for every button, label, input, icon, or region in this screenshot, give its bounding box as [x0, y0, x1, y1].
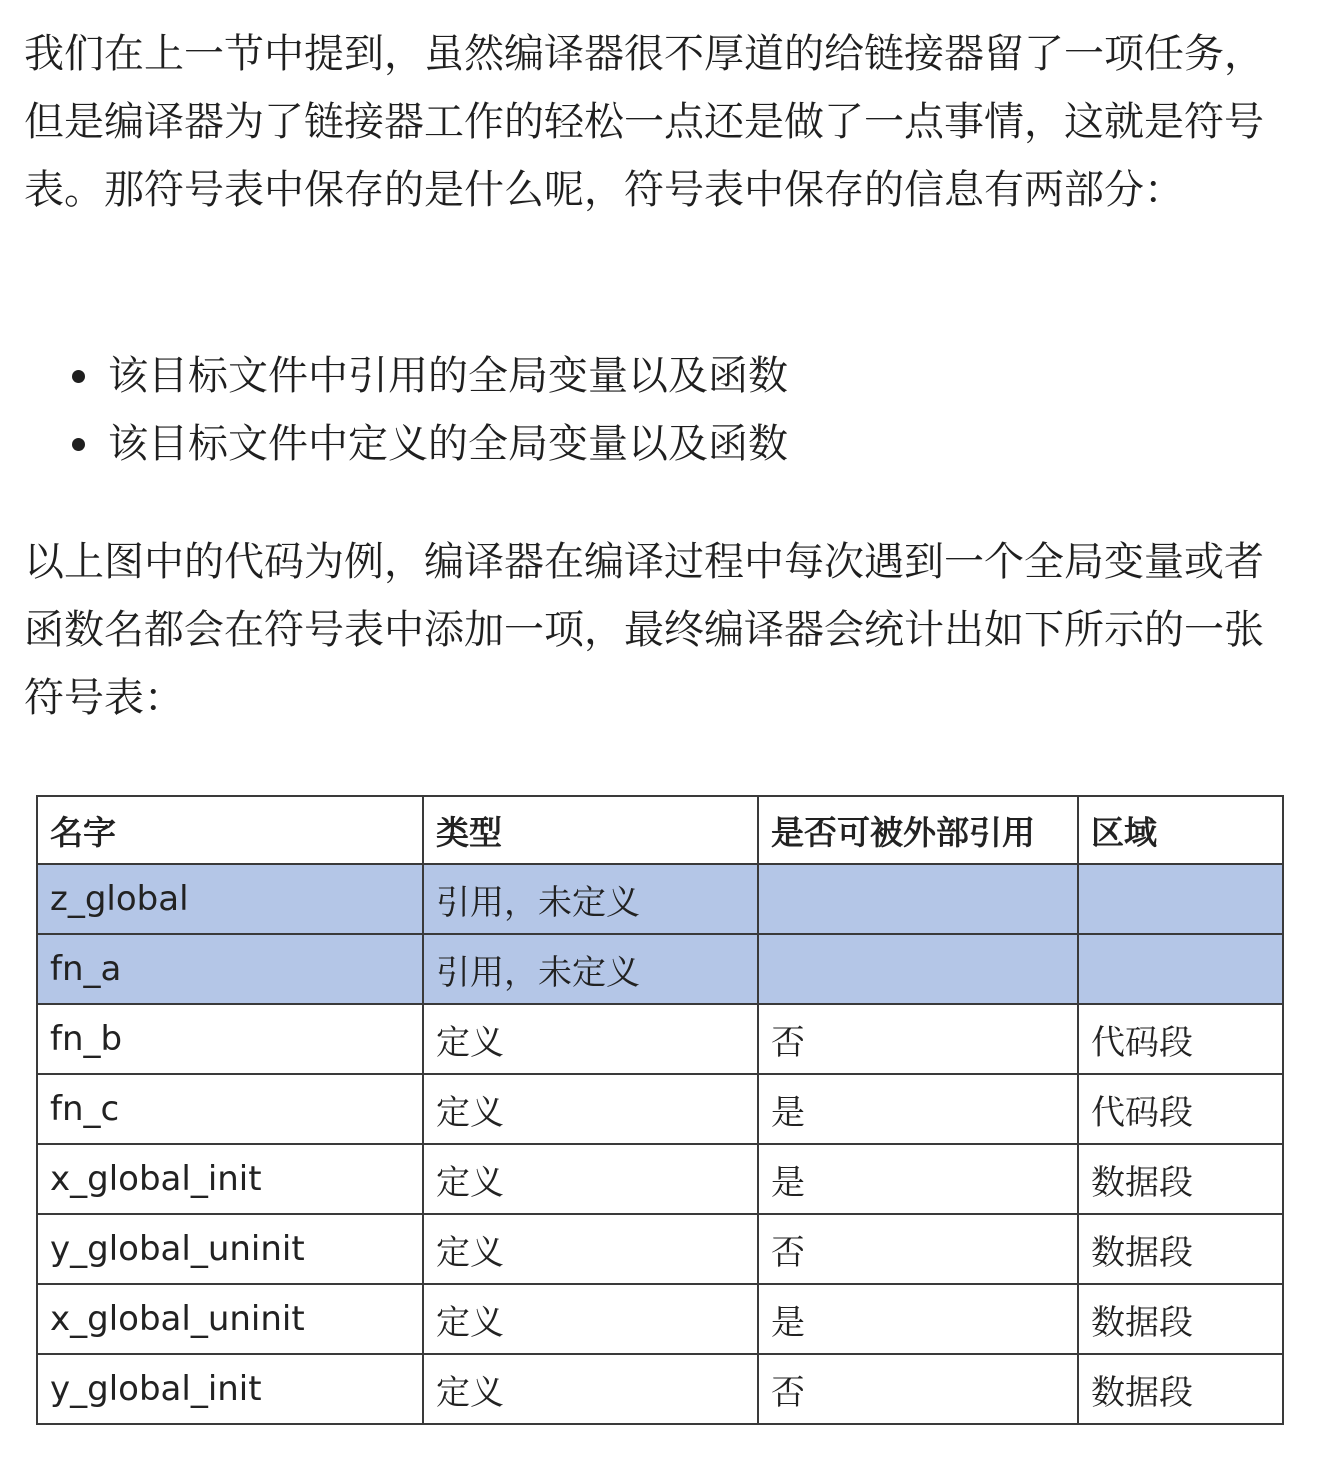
cell-section [1078, 864, 1283, 934]
list-item [24, 342, 788, 410]
table-row [37, 1284, 1283, 1354]
cell-section: 代码段 [1078, 1004, 1283, 1074]
cell-external [758, 864, 1078, 934]
bullet-dot-icon [72, 370, 85, 383]
header-name: 名字 [37, 796, 423, 864]
cell-section [1078, 934, 1283, 1004]
cell-external: 是 [758, 1284, 1078, 1354]
cell-name: fn_a [37, 934, 423, 1004]
cell-section: 数据段 [1078, 1354, 1283, 1424]
cell-type: 引用，未定义 [423, 934, 758, 1004]
cell-section: 代码段 [1078, 1074, 1283, 1144]
header-section: 区域 [1078, 796, 1283, 864]
header-type: 类型 [423, 796, 758, 864]
cell-type: 定义 [423, 1144, 758, 1214]
table-row [37, 1004, 1283, 1074]
cell-type: 定义 [423, 1004, 758, 1074]
table-row [37, 1214, 1283, 1284]
cell-external: 是 [758, 1074, 1078, 1144]
cell-section: 数据段 [1078, 1284, 1283, 1354]
cell-name: y_global_init [37, 1354, 423, 1424]
table-row [37, 1074, 1283, 1144]
cell-section: 数据段 [1078, 1214, 1283, 1284]
list-item [24, 410, 788, 478]
cell-name: z_global [37, 864, 423, 934]
cell-type: 定义 [423, 1354, 758, 1424]
table-row [37, 1354, 1283, 1424]
cell-name: x_global_init [37, 1144, 423, 1214]
cell-type: 定义 [423, 1074, 758, 1144]
list-item-text: 该目标文件中定义的全局变量以及函数 [108, 421, 788, 467]
bullet-dot-icon [72, 438, 85, 451]
symbol-contents-list [24, 342, 788, 478]
cell-name: fn_c [37, 1074, 423, 1144]
cell-name: fn_b [37, 1004, 423, 1074]
cell-name: y_global_uninit [37, 1214, 423, 1284]
header-external: 是否可被外部引用 [758, 796, 1078, 864]
cell-external: 是 [758, 1144, 1078, 1214]
cell-name: x_global_uninit [37, 1284, 423, 1354]
table-header-row [37, 796, 1283, 864]
cell-type: 引用，未定义 [423, 864, 758, 934]
cell-external: 否 [758, 1214, 1078, 1284]
cell-type: 定义 [423, 1214, 758, 1284]
symbol-table [36, 795, 1284, 1425]
cell-external: 否 [758, 1354, 1078, 1424]
table-row [37, 934, 1283, 1004]
table-row [37, 864, 1283, 934]
cell-type: 定义 [423, 1284, 758, 1354]
cell-external [758, 934, 1078, 1004]
cell-external: 否 [758, 1004, 1078, 1074]
intro-paragraph: 我们在上一节中提到，虽然编译器很不厚道的给链接器留了一项任务，但是编译器为了链接器工作的轻松一点还是做了一点事情，这就是符号表。那符号表中保存的是什么呢，符号表中保存的信息有两部分： [24, 31, 1264, 213]
cell-section: 数据段 [1078, 1144, 1283, 1214]
table-row [37, 1144, 1283, 1214]
second-paragraph: 以上图中的代码为例，编译器在编译过程中每次遇到一个全局变量或者函数名都会在符号表中添加一项，最终编译器会统计出如下所示的一张符号表： [24, 539, 1264, 721]
list-item-text: 该目标文件中引用的全局变量以及函数 [108, 353, 788, 399]
